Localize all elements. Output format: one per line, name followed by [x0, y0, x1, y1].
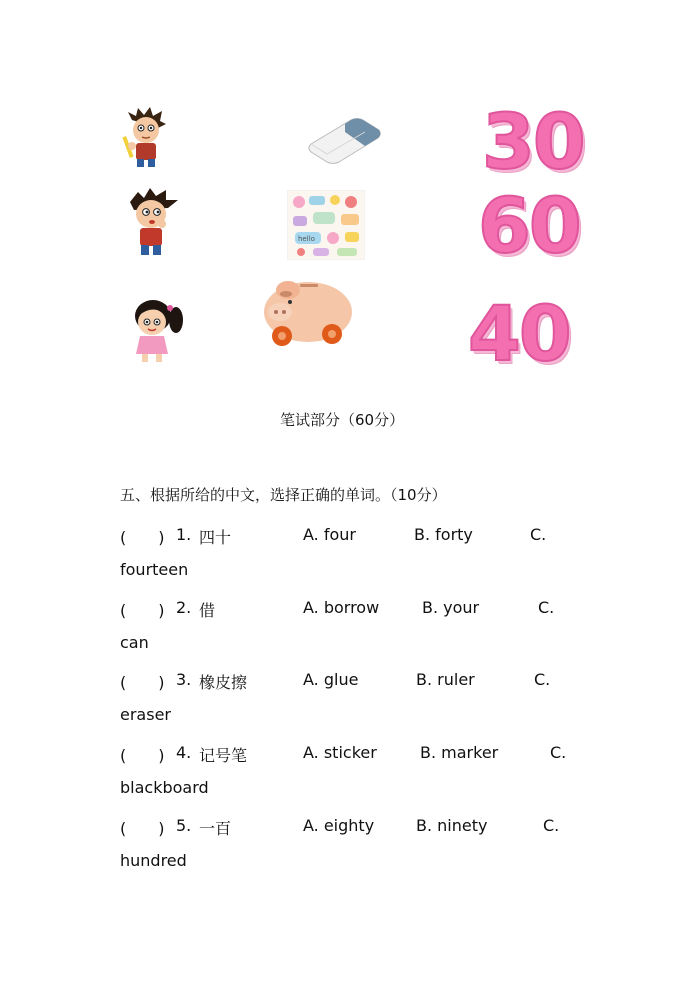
sticker-text: hello [298, 235, 315, 243]
q1-option-b[interactable]: B. forty [414, 525, 473, 544]
q2-option-c[interactable]: C. [538, 598, 555, 617]
q3-option-a[interactable]: A. glue [303, 670, 359, 689]
number-40: 40 [468, 289, 570, 378]
q4-number: 4. [176, 743, 192, 762]
q1-option-c[interactable]: C. [530, 525, 547, 544]
girl-icon [120, 294, 190, 364]
boy-pointing-icon [120, 106, 172, 170]
q1-option-a[interactable]: A. four [303, 525, 356, 544]
written-part-title: 笔试部分（60分） [280, 411, 405, 429]
q4-option-a[interactable]: A. sticker [303, 743, 377, 762]
q3-option-c[interactable]: C. [534, 670, 551, 689]
q4-option-c[interactable]: C. [550, 743, 567, 762]
q2-option-c-word[interactable]: can [120, 633, 149, 652]
q4-chinese: 记号笔 [199, 746, 248, 765]
q4-option-b[interactable]: B. marker [420, 743, 499, 762]
q1-number: 1. [176, 525, 192, 544]
q5-chinese: 一百 [199, 819, 232, 838]
q3-option-c-word[interactable]: eraser [120, 705, 171, 724]
q5-number: 5. [176, 816, 192, 835]
q2-option-b[interactable]: B. your [422, 598, 480, 617]
q3-number: 3. [176, 670, 192, 689]
q3-chinese: 橡皮擦 [199, 673, 248, 692]
q2-chinese: 借 [199, 601, 216, 620]
q1-bracket[interactable]: ( ) [120, 528, 165, 547]
q1-chinese: 四十 [199, 528, 232, 547]
q2-number: 2. [176, 598, 192, 617]
q5-option-a[interactable]: A. eighty [303, 816, 375, 835]
q2-bracket[interactable]: ( ) [120, 601, 165, 620]
q2-option-a[interactable]: A. borrow [303, 598, 380, 617]
q5-bracket[interactable]: ( ) [120, 819, 165, 838]
eraser-icon [305, 110, 383, 168]
q3-bracket[interactable]: ( ) [120, 673, 165, 692]
q4-option-c-word[interactable]: blackboard [120, 778, 209, 797]
q5-option-b[interactable]: B. ninety [416, 816, 488, 835]
number-60: 60 [478, 181, 580, 270]
q5-option-c[interactable]: C. [543, 816, 560, 835]
q5-option-c-word[interactable]: hundred [120, 851, 187, 870]
section5-title: 五、根据所给的中文，选择正确的单词。（10分） [120, 486, 447, 504]
stickers-icon [287, 190, 365, 260]
boy-thinking-icon [120, 186, 186, 258]
piggy-bank-icon [258, 272, 354, 352]
q1-option-c-word[interactable]: fourteen [120, 560, 189, 579]
q3-option-b[interactable]: B. ruler [416, 670, 475, 689]
q4-bracket[interactable]: ( ) [120, 746, 165, 765]
number-30: 30 [482, 97, 584, 186]
